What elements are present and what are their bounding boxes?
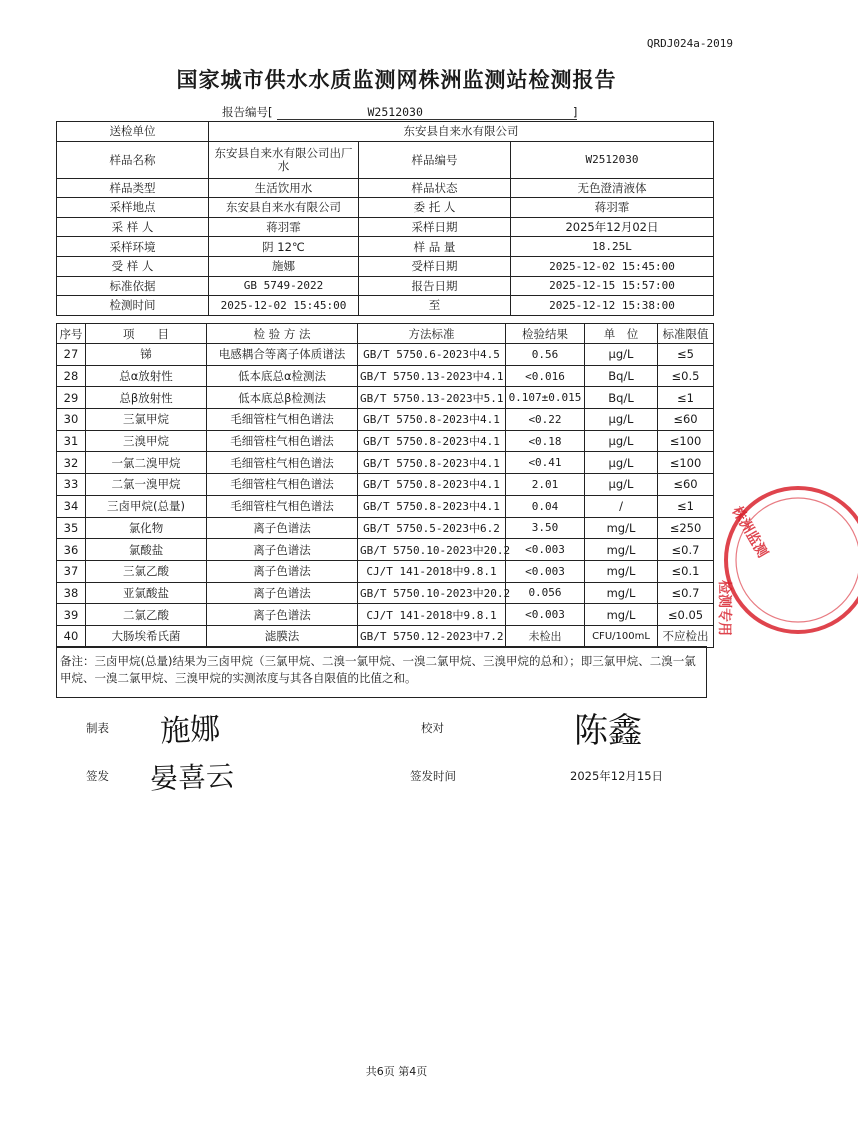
row-standard: GB/T 5750.12-2023中7.2 [358,625,506,647]
info-label: 采样地点 [57,198,209,218]
row-unit: Bq/L [585,387,658,409]
info-label: 采样环境 [57,237,209,257]
row-method: 低本底总β检测法 [207,387,358,409]
row-standard: GB/T 5750.10-2023中20.2 [358,582,506,604]
svg-text:检测专用: 检测专用 [716,580,732,636]
info-value: 东安县自来水有限公司 [209,198,359,218]
svg-text:株洲监测: 株洲监测 [728,504,771,561]
row-result: <0.003 [506,604,585,626]
row-unit: mg/L [585,539,658,561]
row-no: 28 [57,365,86,387]
row-result: 2.01 [506,474,585,496]
row-unit: mg/L [585,604,658,626]
row-no: 30 [57,409,86,431]
official-seal-stamp [718,470,858,650]
results-table [56,323,714,648]
info-label: 样品状态 [359,178,511,198]
header-item: 项 目 [86,324,207,344]
remark-box: 备注：三卤甲烷(总量)结果为三卤甲烷（三氯甲烷、二溴一氯甲烷、一溴二氯甲烷、三溴甲烷的总和）；即三氯甲烷、二溴一氯甲烷、一溴二氯甲烷、三溴甲烷的实测浓度与其各自限值的比值之和。 [56,646,707,698]
info-label: 采 样 人 [57,217,209,237]
table-row [57,387,714,409]
header-limit: 标准限值 [658,324,714,344]
row-no: 36 [57,539,86,561]
table-row [57,625,714,647]
row-method: 离子色谱法 [207,582,358,604]
info-row [57,198,714,218]
table-row [57,495,714,517]
row-no: 33 [57,474,86,496]
row-no: 39 [57,604,86,626]
info-label: 检测时间 [57,296,209,316]
info-value: 2025-12-15 15:57:00 [511,276,714,296]
info-row [57,178,714,198]
row-result: 0.04 [506,495,585,517]
sample-info-table [56,121,714,316]
document-code: QRDJ024a-2019 [646,37,733,50]
row-limit: ≤0.7 [658,582,714,604]
info-label: 采样日期 [359,217,511,237]
row-unit: μg/L [585,430,658,452]
row-method: 毛细管柱气相色谱法 [207,430,358,452]
table-row [57,604,714,626]
row-limit: ≤60 [658,474,714,496]
info-label: 受样日期 [359,256,511,276]
header-unit: 单 位 [585,324,658,344]
info-label: 标准依据 [57,276,209,296]
row-result: <0.016 [506,365,585,387]
issued-label: 签发 [86,769,109,783]
row-item: 三卤甲烷(总量) [86,495,207,517]
report-number-value: W2512030 [367,105,423,119]
info-value: GB 5749-2022 [209,276,359,296]
row-result: <0.003 [506,539,585,561]
info-value: 2025-12-02 15:45:00 [511,256,714,276]
row-method: 毛细管柱气相色谱法 [207,474,358,496]
row-item: 一氯二溴甲烷 [86,452,207,474]
row-limit: ≤1 [658,495,714,517]
table-row [57,517,714,539]
prepared-label: 制表 [86,721,109,735]
row-standard: GB/T 5750.8-2023中4.1 [358,430,506,452]
row-item: 总α放射性 [86,365,207,387]
issue-time: 2025年12月15日 [570,769,664,783]
row-item: 锑 [86,344,207,366]
row-result: 0.107±0.015 [506,387,585,409]
row-standard: GB/T 5750.13-2023中4.1 [358,365,506,387]
report-number [222,104,577,120]
info-label: 样品名称 [57,141,209,178]
table-row [57,452,714,474]
row-limit: ≤0.7 [658,539,714,561]
row-limit: ≤250 [658,517,714,539]
table-row [57,409,714,431]
row-item: 二氯一溴甲烷 [86,474,207,496]
row-item: 三氯乙酸 [86,560,207,582]
row-standard: GB/T 5750.6-2023中4.5 [358,344,506,366]
row-method: 离子色谱法 [207,539,358,561]
info-value: 东安县自来水有限公司 [209,122,714,142]
row-standard: GB/T 5750.13-2023中5.1 [358,387,506,409]
table-row [57,344,714,366]
row-no: 38 [57,582,86,604]
info-value: 2025-12-12 15:38:00 [511,296,714,316]
row-item: 氯化物 [86,517,207,539]
info-value: 18.25L [511,237,714,257]
row-no: 29 [57,387,86,409]
row-limit: ≤1 [658,387,714,409]
row-item: 氯酸盐 [86,539,207,561]
row-item: 大肠埃希氏菌 [86,625,207,647]
row-result: <0.41 [506,452,585,474]
results-header-row [57,324,714,344]
info-value: 生活饮用水 [209,178,359,198]
info-value: W2512030 [511,141,714,178]
results-body [57,344,714,648]
row-no: 34 [57,495,86,517]
row-standard: CJ/T 141-2018中9.8.1 [358,604,506,626]
info-value: 施娜 [209,256,359,276]
row-no: 27 [57,344,86,366]
prepared-signature: 施娜 [159,711,222,750]
row-standard: GB/T 5750.5-2023中6.2 [358,517,506,539]
row-limit: ≤0.5 [658,365,714,387]
header-method: 检 验 方 法 [207,324,358,344]
row-limit: ≤60 [658,409,714,431]
row-no: 37 [57,560,86,582]
report-number-underline [277,119,577,120]
row-unit: mg/L [585,517,658,539]
row-limit: ≤100 [658,430,714,452]
row-result: 3.50 [506,517,585,539]
info-row [57,122,714,142]
row-limit: 不应检出 [658,625,714,647]
checked-label: 校对 [421,721,444,735]
row-method: 滤膜法 [207,625,358,647]
row-standard: GB/T 5750.8-2023中4.1 [358,452,506,474]
info-label: 样 品 量 [359,237,511,257]
row-unit: μg/L [585,409,658,431]
row-limit: ≤100 [658,452,714,474]
header-result: 检验结果 [506,324,585,344]
info-label: 样品类型 [57,178,209,198]
row-limit: ≤0.1 [658,560,714,582]
row-no: 31 [57,430,86,452]
row-standard: GB/T 5750.8-2023中4.1 [358,495,506,517]
row-method: 电感耦合等离子体质谱法 [207,344,358,366]
row-unit: μg/L [585,344,658,366]
row-method: 毛细管柱气相色谱法 [207,409,358,431]
info-value: 无色澄清液体 [511,178,714,198]
info-label: 报告日期 [359,276,511,296]
row-method: 毛细管柱气相色谱法 [207,495,358,517]
row-method: 低本底总α检测法 [207,365,358,387]
info-row [57,237,714,257]
checked-signature: 陈鑫 [574,711,642,751]
row-unit: mg/L [585,560,658,582]
info-label: 委 托 人 [359,198,511,218]
table-row [57,430,714,452]
info-label: 样品编号 [359,141,511,178]
row-standard: CJ/T 141-2018中9.8.1 [358,560,506,582]
info-label: 至 [359,296,511,316]
table-row [57,365,714,387]
row-result: <0.003 [506,560,585,582]
row-method: 离子色谱法 [207,560,358,582]
row-limit: ≤0.05 [658,604,714,626]
row-result: 0.056 [506,582,585,604]
issued-signature: 晏喜云 [149,759,235,796]
info-label: 受 样 人 [57,256,209,276]
info-value: 蒋羽霏 [209,217,359,237]
row-item: 二氯乙酸 [86,604,207,626]
row-unit: CFU/100mL [585,625,658,647]
info-value: 阴 12℃ [209,237,359,257]
row-no: 35 [57,517,86,539]
row-item: 三溴甲烷 [86,430,207,452]
row-result: 0.56 [506,344,585,366]
info-value: 东安县自来水有限公司出厂水 [209,141,359,178]
row-limit: ≤5 [658,344,714,366]
table-row [57,474,714,496]
issue-time-label: 签发时间 [410,769,456,783]
info-row [57,217,714,237]
info-row [57,141,714,178]
page-footer: 共6页 第4页 [365,1065,428,1078]
info-row [57,276,714,296]
table-row [57,560,714,582]
row-no: 32 [57,452,86,474]
row-item: 亚氯酸盐 [86,582,207,604]
row-method: 毛细管柱气相色谱法 [207,452,358,474]
info-row [57,256,714,276]
row-standard: GB/T 5750.8-2023中4.1 [358,474,506,496]
report-title: 国家城市供水水质监测网株洲监测站检测报告 [176,68,617,92]
table-row [57,539,714,561]
row-result: 未检出 [506,625,585,647]
info-value: 2025年12月02日 [511,217,714,237]
header-no: 序号 [57,324,86,344]
report-number-close: ] [572,105,578,119]
row-standard: GB/T 5750.8-2023中4.1 [358,409,506,431]
row-result: <0.18 [506,430,585,452]
row-unit: / [585,495,658,517]
row-item: 总β放射性 [86,387,207,409]
row-item: 三氯甲烷 [86,409,207,431]
row-unit: μg/L [585,452,658,474]
info-label: 送检单位 [57,122,209,142]
row-standard: GB/T 5750.10-2023中20.2 [358,539,506,561]
row-no: 40 [57,625,86,647]
info-row [57,296,714,316]
row-result: <0.22 [506,409,585,431]
info-value: 蒋羽霏 [511,198,714,218]
report-number-label: 报告编号[ [222,105,273,119]
row-unit: μg/L [585,474,658,496]
header-standard: 方法标准 [358,324,506,344]
table-row [57,582,714,604]
row-method: 离子色谱法 [207,604,358,626]
row-unit: mg/L [585,582,658,604]
row-method: 离子色谱法 [207,517,358,539]
row-unit: Bq/L [585,365,658,387]
info-value: 2025-12-02 15:45:00 [209,296,359,316]
